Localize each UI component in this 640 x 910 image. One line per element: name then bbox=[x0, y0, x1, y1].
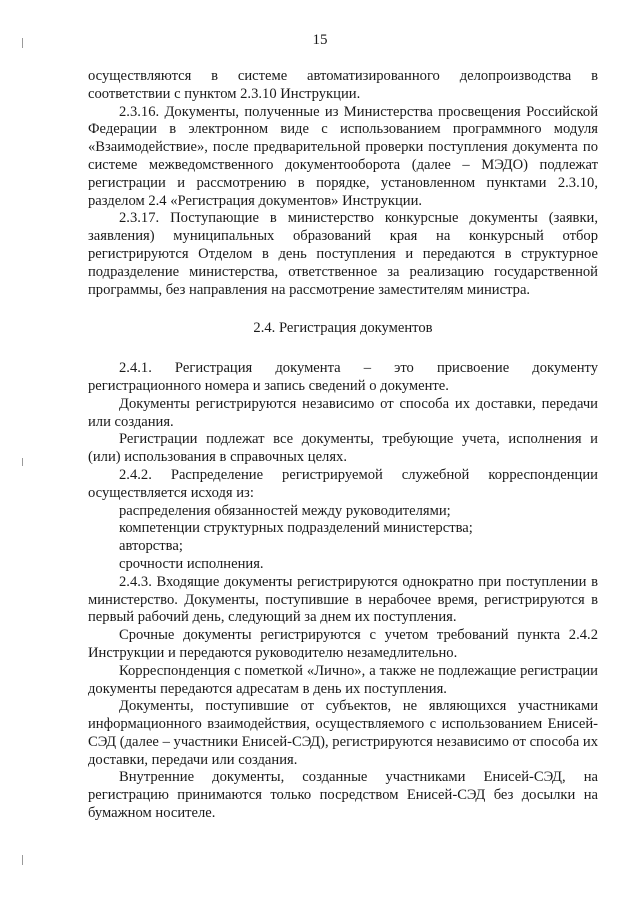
page-number: 15 bbox=[312, 32, 328, 48]
paragraph: распределения обязанностей между руководителями; bbox=[119, 502, 451, 519]
paragraph: компетенции структурных подразделений министерства; bbox=[119, 520, 473, 537]
scan-edge-mark bbox=[22, 855, 23, 865]
document-body bbox=[88, 68, 598, 823]
paragraph: Документы, поступившие от субъектов, не являющихся участниками информационного взаимодействия, осуществляемого с использованием Енисей-СЭД (далее – участники Енисей-СЭД), регистрируются независимо от способа их доставки, передачи или создания. bbox=[88, 698, 598, 768]
paragraph: Срочные документы регистрируются с учетом требований пункта 2.4.2 Инструкции и передаются руководителю незамедлительно. bbox=[88, 627, 598, 661]
paragraph: 2.3.16. Документы, полученные из Министерства просвещения Российской Федерации в электронном виде с использованием программного модуля «Взаимодействие», после предварительной проверки поступления документа по системе межведомственного документооборота (далее – МЭДО) подлежат регистрации и рассмотрению в порядке, установленном пунктами 2.3.10, разделом 2.4 «Регистрация документов» Инструкции. bbox=[88, 103, 598, 209]
paragraph: Регистрации подлежат все документы, требующие учета, исполнения и (или) использования в справочных целях. bbox=[88, 431, 598, 466]
paragraph: Корреспонденция с пометкой «Лично», а также не подлежащие регистрации документы передаются адресатам в день их поступления. bbox=[88, 662, 598, 697]
paragraph: 2.3.17. Поступающие в министерство конкурсные документы (заявки, заявления) муниципальных образований края на конкурсный отбор регистрируются Отделом в день поступления и передаются в структурное подразделение министерства, ответственное за реализацию государственной программы, без направления на рассмотрение заместителям министра. bbox=[88, 210, 598, 298]
paragraph: 2.4.3. Входящие документы регистрируются однократно при поступлении в министерство. Документы, поступившие в нерабочее время, регистрируются в первый рабочий день, следующий за днем их поступления. bbox=[88, 573, 598, 626]
paragraph: 2.4.2. Распределение регистрируемой служебной корреспонденции осуществляется исходя из: bbox=[88, 466, 598, 501]
paragraph: осуществляются в системе автоматизированного делопроизводства в соответствии с пунктом 2.3.10 Инструкции. bbox=[88, 68, 598, 102]
paragraph: авторства; bbox=[119, 538, 183, 555]
scan-edge-mark bbox=[22, 458, 23, 466]
paragraph: Внутренние документы, созданные участниками Енисей-СЭД, на регистрацию принимаются только посредством Енисей-СЭД без досылки на бумажном носителе. bbox=[88, 769, 598, 822]
paragraph: Документы регистрируются независимо от способа их доставки, передачи или создания. bbox=[88, 395, 598, 430]
paragraph: срочности исполнения. bbox=[119, 555, 264, 572]
paragraphs-before-heading bbox=[88, 68, 598, 299]
paragraphs-after-heading bbox=[88, 360, 598, 823]
section-heading: 2.4. Регистрация документов bbox=[253, 320, 433, 337]
paragraph: 2.4.1. Регистрация документа – это присвоение документу регистрационного номера и запись сведений о документе. bbox=[88, 360, 598, 394]
